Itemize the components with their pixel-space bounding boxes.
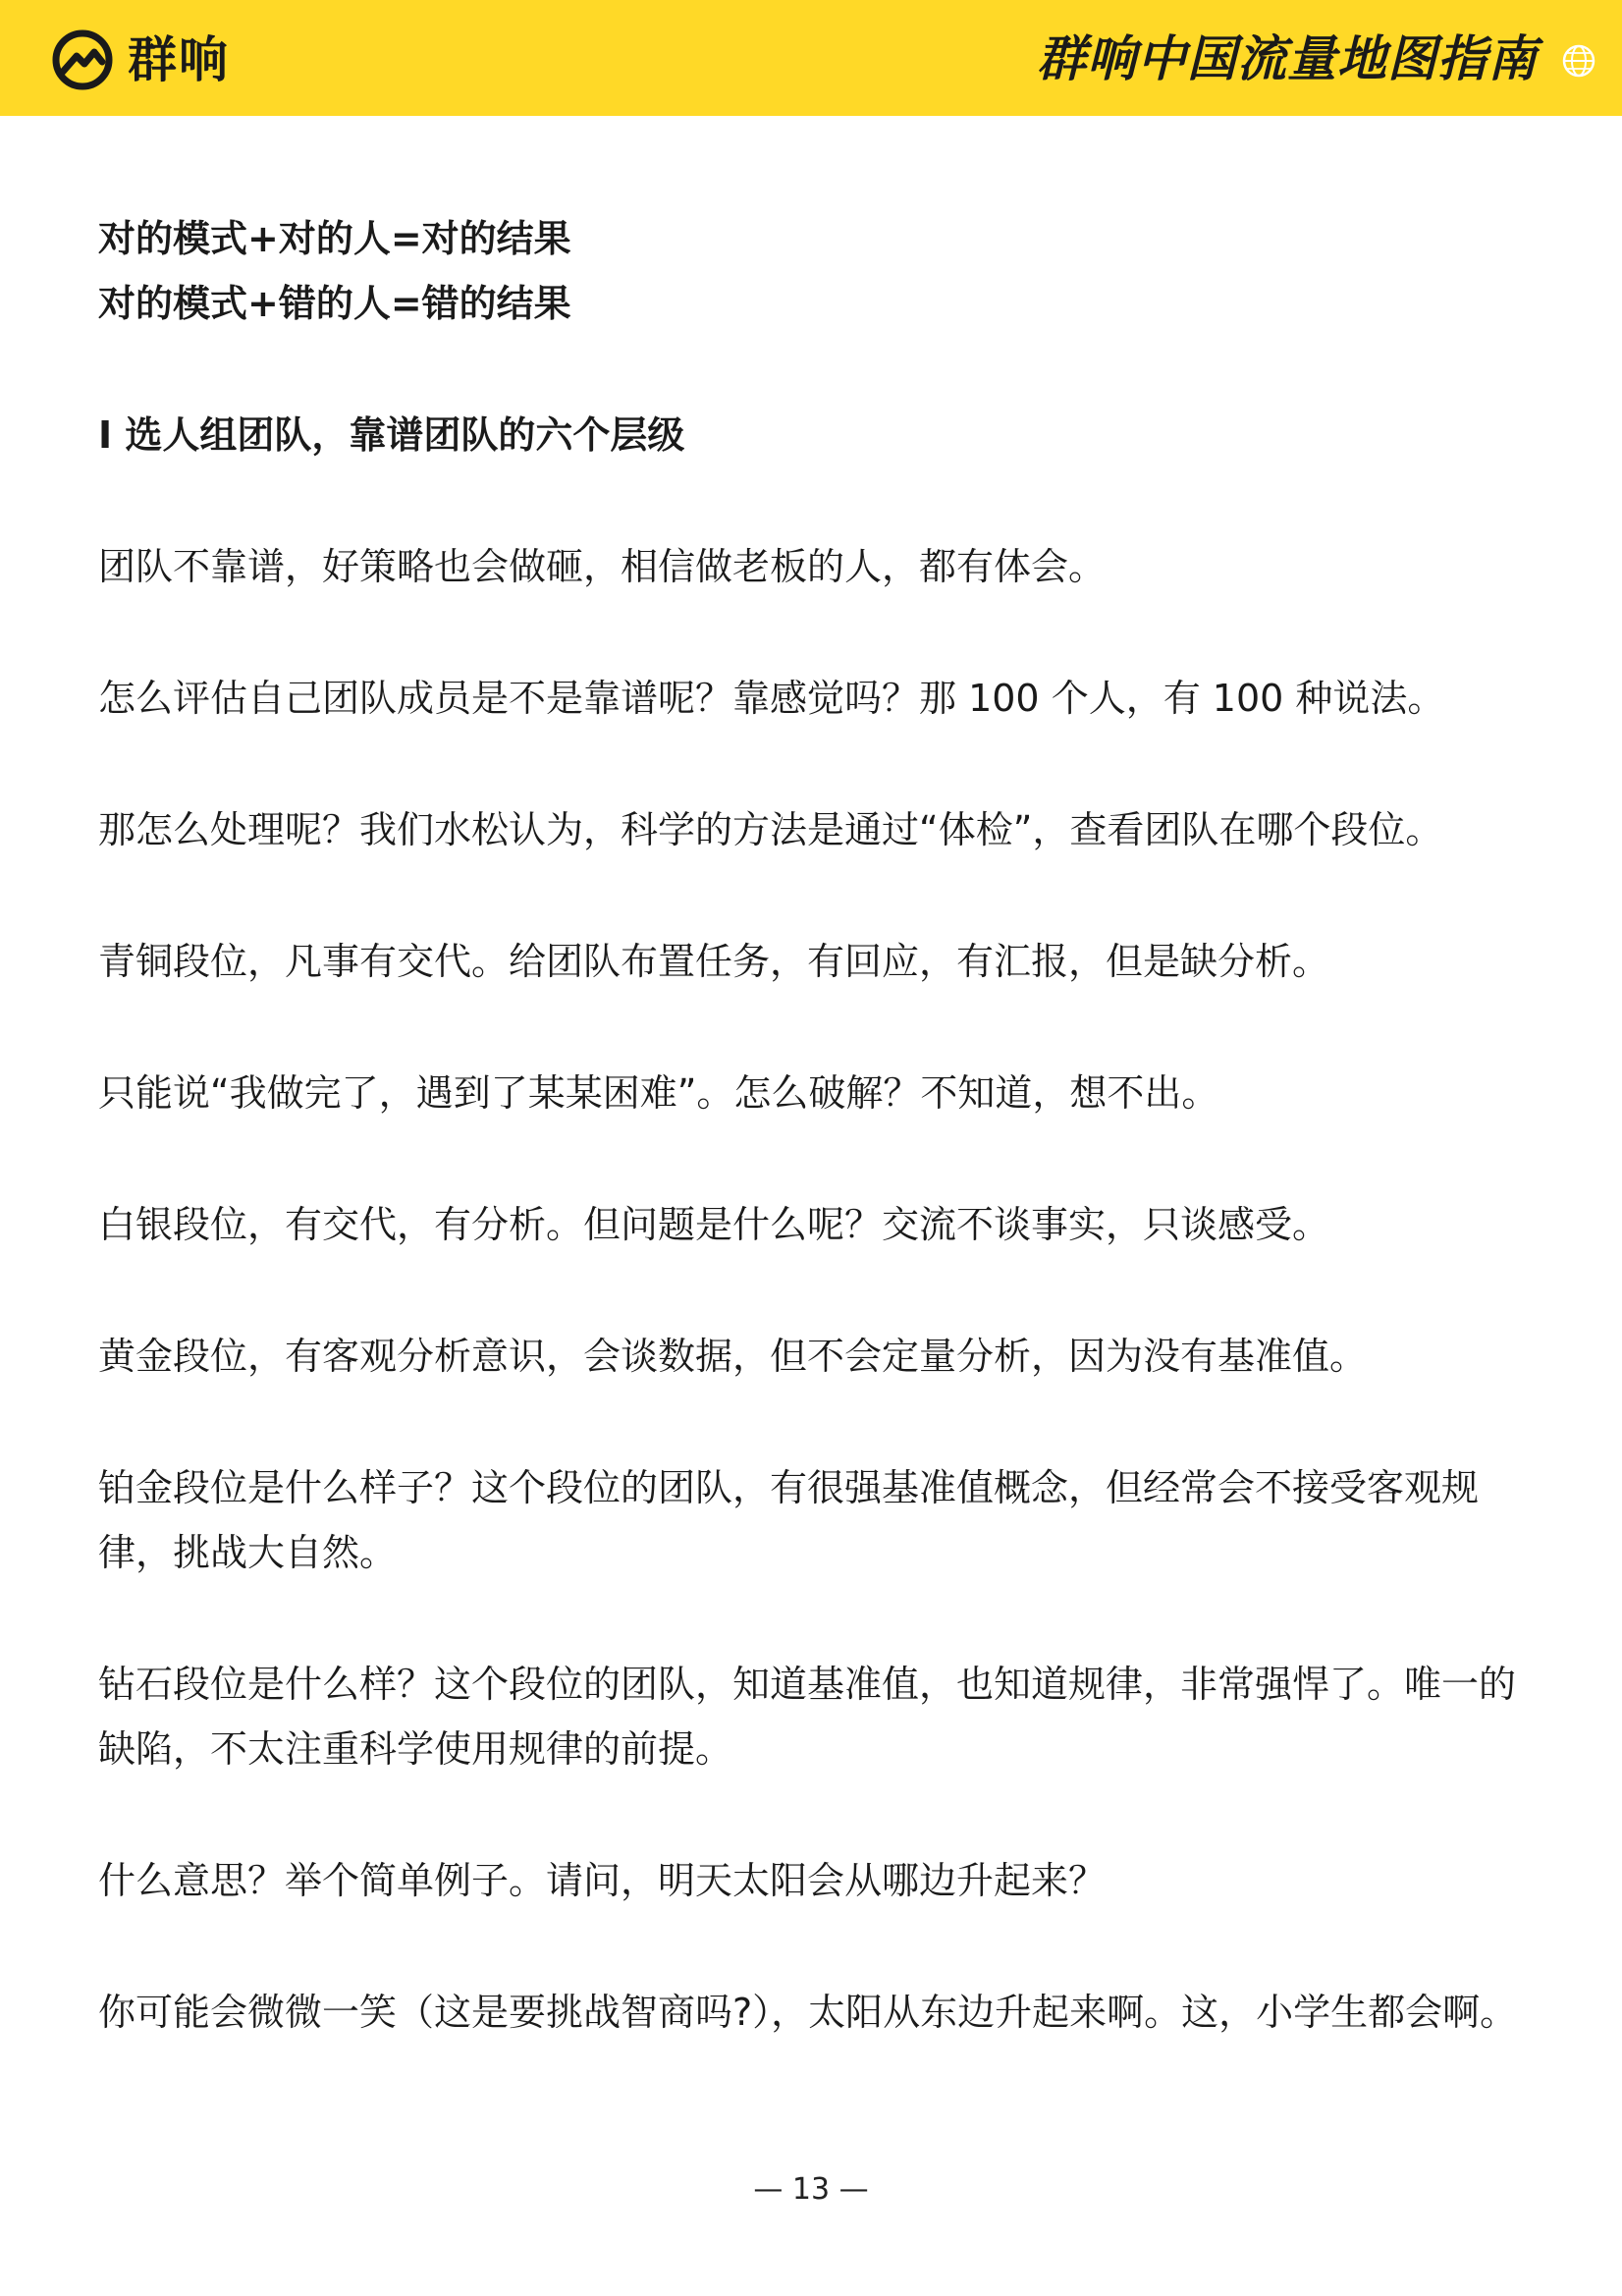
- paragraph: 青铜段位，凡事有交代。给团队布置任务，有回应，有汇报，但是缺分析。: [98, 940, 1330, 983]
- guide-title: 群响中国流量地图指南: [1037, 30, 1538, 87]
- article-body: [98, 206, 1532, 2111]
- paragraph: 怎么评估自己团队成员是不是靠谱呢？靠感觉吗？那 100 个人，有 100 种说法。: [98, 677, 1445, 720]
- brand: [51, 26, 230, 94]
- page-number: — 13 —: [753, 2172, 869, 2207]
- paragraph: 黄金段位，有客观分析意识，会谈数据，但不会定量分析，因为没有基准值。: [98, 1335, 1368, 1378]
- paragraph: 钻石段位是什么样？这个段位的团队，知道基准值，也知道规律，非常强悍了。唯一的缺陷，不太注重科学使用规律的前提。: [98, 1663, 1517, 1771]
- paragraph: 铂金段位是什么样子？这个段位的团队，有很强基准值概念，但经常会不接受客观规律，挑战大自然。: [98, 1466, 1480, 1574]
- paragraph: 只能说“我做完了，遇到了某某困难”。怎么破解？不知道，想不出。: [98, 1071, 1219, 1115]
- brand-name: 群响: [128, 31, 230, 88]
- paragraph: 你可能会微微一笑（这是要挑战智商吗?），太阳从东边升起来啊。这，小学生都会啊。: [98, 1991, 1518, 2034]
- formula-right: 对的模式+对的人=对的结果: [98, 217, 571, 260]
- paragraph: 白银段位，有交代，有分析。但问题是什么呢？交流不谈事实，只谈感受。: [98, 1203, 1330, 1246]
- globe-icon: [1561, 43, 1596, 79]
- paragraph: 什么意思？举个简单例子。请问，明天太阳会从哪边升起来？: [98, 1859, 1107, 1902]
- brand-logo-icon: [51, 28, 114, 91]
- page-header: [0, 0, 1622, 116]
- formula-wrong: 对的模式+错的人=错的结果: [98, 282, 571, 325]
- paragraph: 团队不靠谱，好策略也会做砸，相信做老板的人，都有体会。: [98, 545, 1107, 588]
- paragraph: 那怎么处理呢？我们水松认为，科学的方法是通过“体检”，查看团队在哪个段位。: [98, 808, 1443, 851]
- section-heading: I 选人组团队，靠谱团队的六个层级: [98, 413, 685, 457]
